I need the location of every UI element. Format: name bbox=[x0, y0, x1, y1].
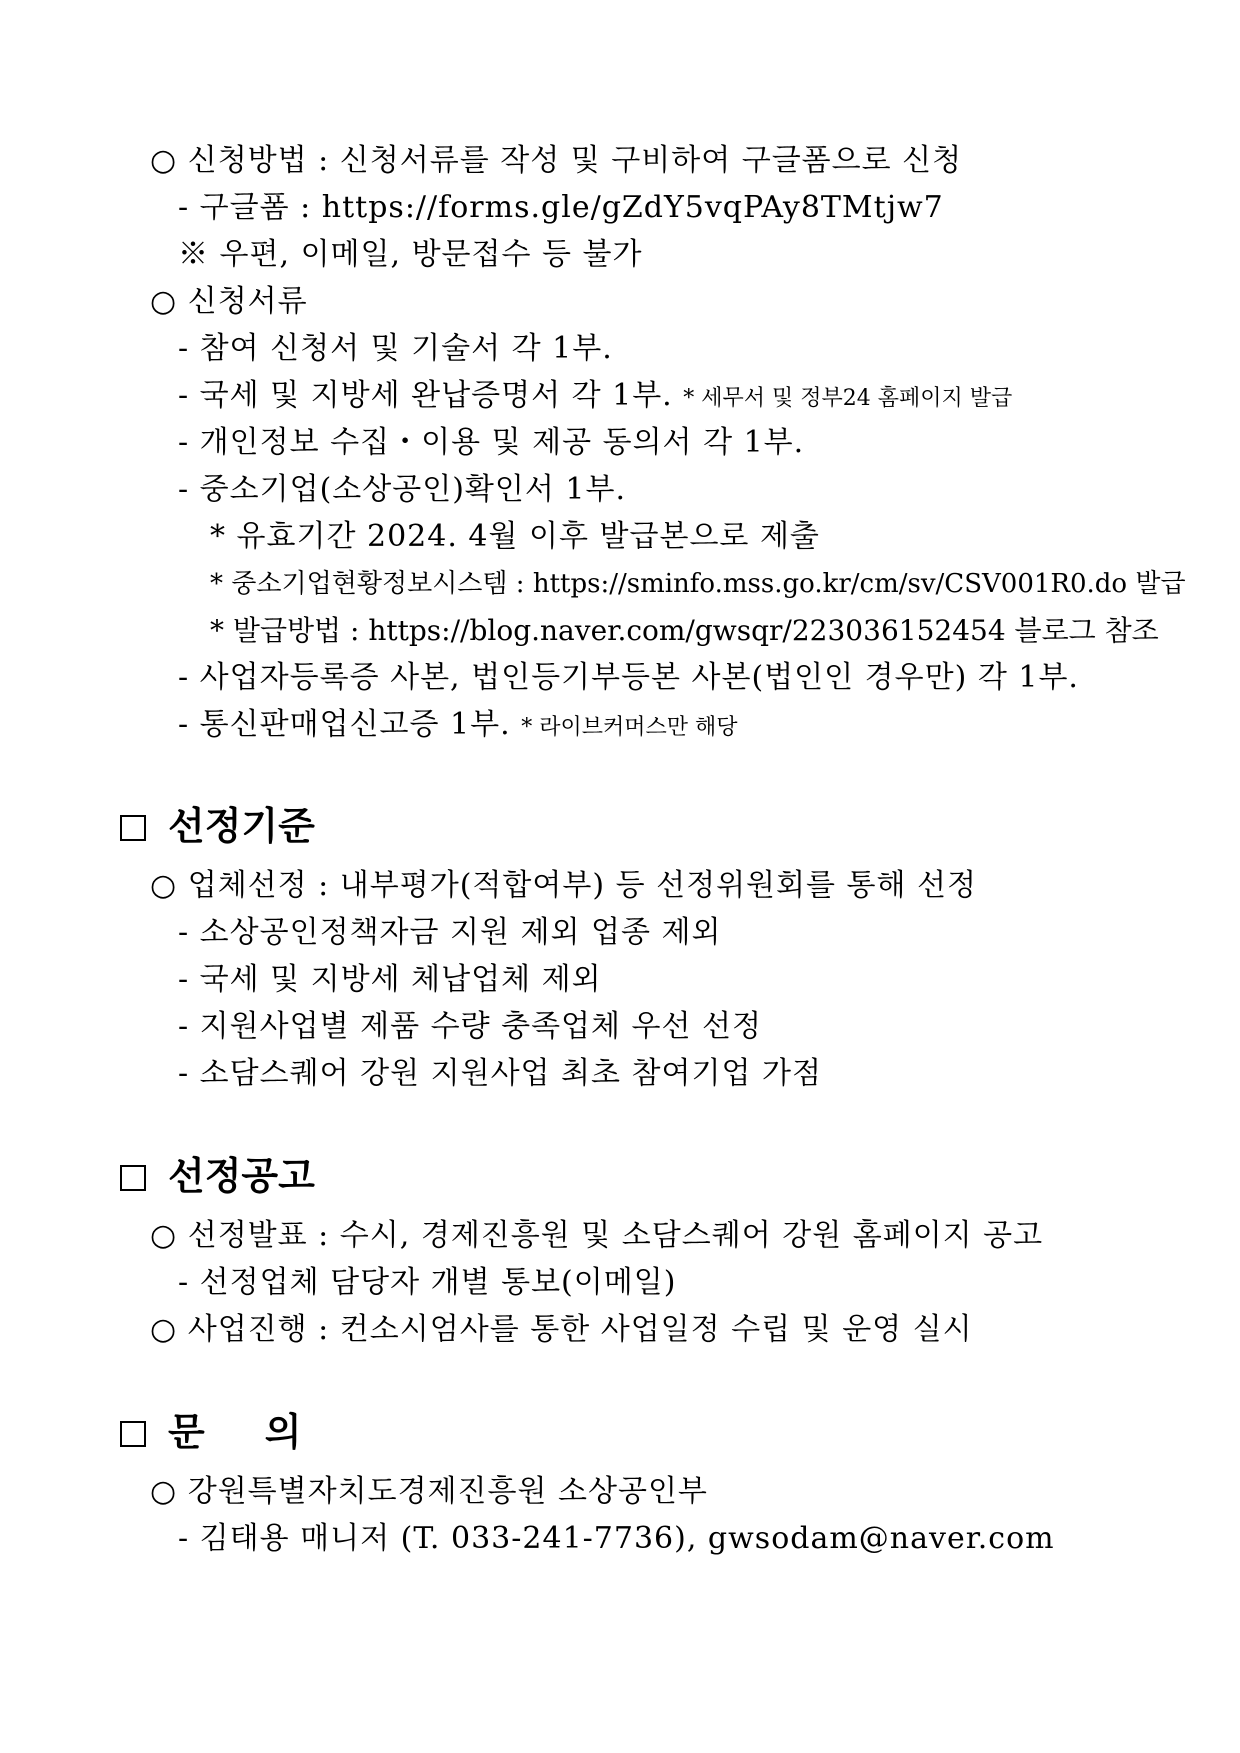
inquiry-heading bbox=[120, 1408, 361, 1456]
checkbox-square-icon bbox=[120, 1421, 146, 1447]
announcement-heading bbox=[120, 1152, 315, 1200]
criteria-heading bbox=[120, 802, 315, 850]
inquiry-line-2[interactable]: - 김태용 매니저 (T. 033-241-7736), gwsodam@naver.com bbox=[178, 1521, 1055, 1556]
document-item-6 bbox=[178, 706, 737, 747]
checkbox-square-icon bbox=[120, 815, 146, 841]
google-form-link[interactable]: - 구글폼 : https://forms.gle/gZdY5vqPAy8TMtjw7 bbox=[178, 190, 944, 225]
criteria-line-1: ○ 업체선정 : 내부평가(적합여부) 등 선정위원회를 통해 선정 bbox=[150, 868, 977, 903]
document-item-2-note: * 세무서 및 정부24 홈페이지 발급 bbox=[683, 386, 1013, 411]
documents-title: ○ 신청서류 bbox=[150, 284, 308, 319]
announcement-line-1: ○ 선정발표 : 수시, 경제진흥원 및 소담스퀘어 강원 홈페이지 공고 bbox=[150, 1218, 1044, 1253]
criteria-line-5: - 소담스퀘어 강원 지원사업 최초 참여기업 가점 bbox=[178, 1056, 822, 1091]
document-item-1: - 참여 신청서 및 기술서 각 1부. bbox=[178, 331, 613, 366]
announcement-line-2: - 선정업체 담당자 개별 통보(이메일) bbox=[178, 1265, 677, 1300]
criteria-line-2: - 소상공인정책자금 지원 제외 업종 제외 bbox=[178, 915, 722, 950]
application-method: ○ 신청방법 : 신청서류를 작성 및 구비하여 구글폼으로 신청 bbox=[150, 143, 963, 178]
application-note: ※ 우편, 이메일, 방문접수 등 불가 bbox=[178, 237, 643, 272]
document-item-4-note-1: * 유효기간 2024. 4월 이후 발급본으로 제출 bbox=[210, 519, 820, 554]
document-item-2 bbox=[178, 377, 1012, 418]
inquiry-heading-text: 문의 bbox=[168, 1410, 362, 1454]
document-item-4: - 중소기업(소상공인)확인서 1부. bbox=[178, 472, 626, 507]
document-item-3: - 개인정보 수집・이용 및 제공 동의서 각 1부. bbox=[178, 425, 805, 460]
document-item-6-note: * 라이브커머스만 해당 bbox=[521, 715, 738, 740]
document-item-4-note-3[interactable]: * 발급방법 : https://blog.naver.com/gwsqr/223036152454 블로그 참조 bbox=[210, 614, 1159, 647]
document-item-2-text: - 국세 및 지방세 완납증명서 각 1부. bbox=[178, 378, 673, 413]
criteria-heading-text: 선정기준 bbox=[168, 804, 315, 848]
document-item-6-text: - 통신판매업신고증 1부. bbox=[178, 707, 511, 742]
checkbox-square-icon bbox=[120, 1165, 146, 1191]
inquiry-line-1: ○ 강원특별자치도경제진흥원 소상공인부 bbox=[150, 1474, 708, 1509]
announcement-line-3: ○ 사업진행 : 컨소시엄사를 통한 사업일정 수립 및 운영 실시 bbox=[150, 1312, 973, 1347]
document-item-4-note-2[interactable]: * 중소기업현황정보시스템 : https://sminfo.mss.go.kr/cm/sv/CSV001R0.do 발급 bbox=[210, 569, 1186, 599]
document-item-5: - 사업자등록증 사본, 법인등기부등본 사본(법인인 경우만) 각 1부. bbox=[178, 660, 1079, 695]
criteria-line-3: - 국세 및 지방세 체납업체 제외 bbox=[178, 962, 602, 997]
criteria-line-4: - 지원사업별 제품 수량 충족업체 우선 선정 bbox=[178, 1009, 763, 1044]
announcement-heading-text: 선정공고 bbox=[168, 1154, 315, 1198]
